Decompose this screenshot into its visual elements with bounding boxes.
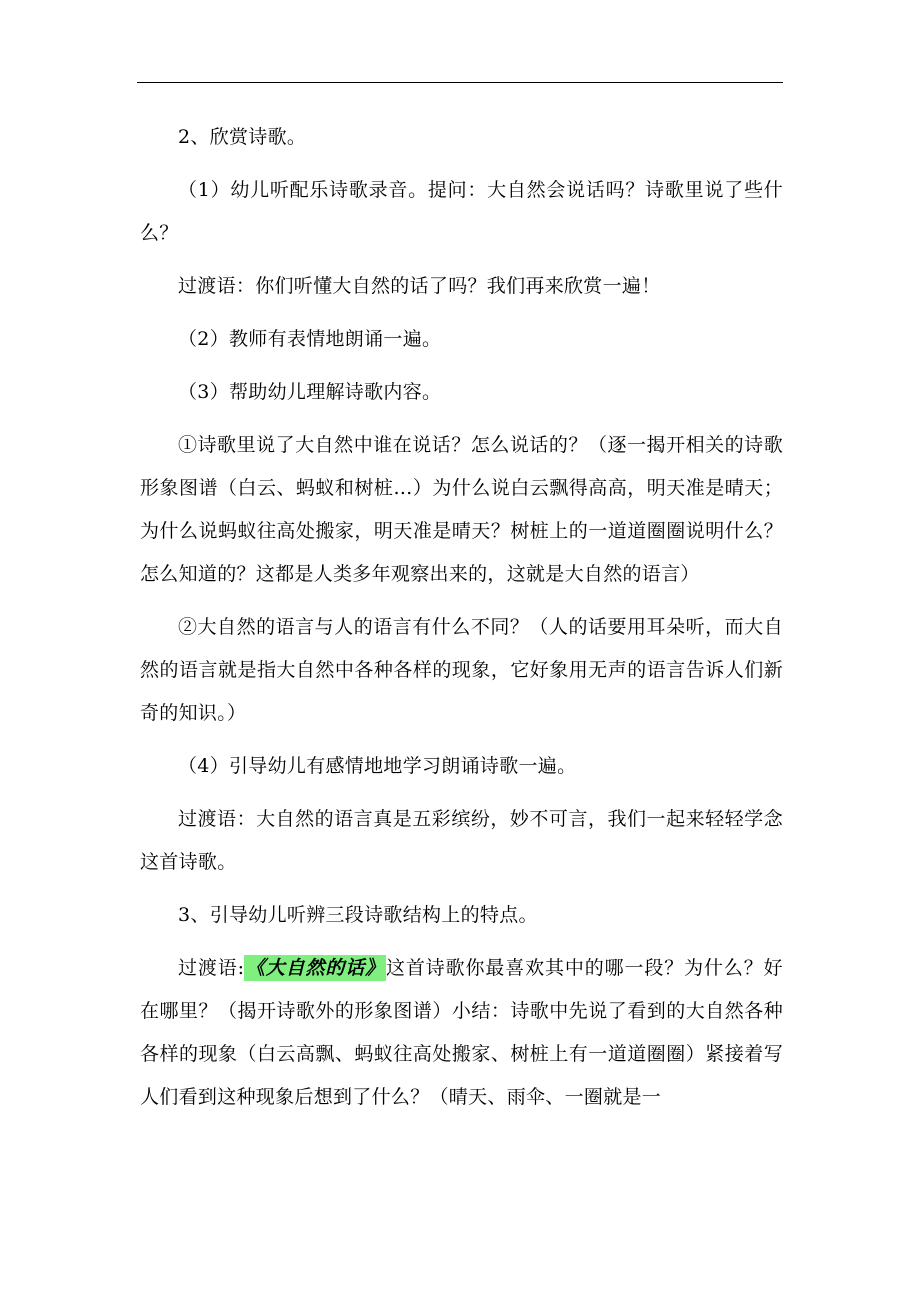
header-rule (137, 82, 783, 83)
paragraph-transition-1: 过渡语：你们听懂大自然的话了吗？我们再来欣赏一遍！ (178, 275, 661, 297)
paragraph-question-1: ①诗歌里说了大自然中谁在说话？怎么说话的？（逐一揭开相关的诗歌形象图谱（白云、蚂蚁和树桩…）为什么说白云飘得高高，明天准是晴天；为什么说蚂蚁往高处搬家，明天准是晴天？树桩上的一道道圈圈说明什么？怎么知道的？这都是人类多年观察出来的，这就是大自然的语言） (140, 434, 783, 585)
paragraph-section-3-heading: 3、引导幼儿听辨三段诗歌结构上的特点。 (178, 904, 538, 926)
paragraph-question-2: ②大自然的语言与人的语言有什么不同？（人的话要用耳朵听，而大自然的语言就是指大自然中各种各样的现象，它好象用无声的语言告诉人们新奇的知识。） (140, 616, 783, 724)
paragraph-step-4: （4）引导幼儿有感情地地学习朗诵诗歌一遍。 (178, 755, 577, 777)
paragraph-transition-3 (140, 947, 783, 1119)
transition-rest: 这首诗歌你最喜欢其中的哪一段？为什么？好在哪里？（揭开诗歌外的形象图谱）小结：诗歌中先说了看到的大自然各种各样的现象（白云高飘、蚂蚁往高处搬家、树桩上有一道道圈圈）紧接着写人们看到这种现象后想到了什么？（晴天、雨伞、一圈就是一 (140, 957, 783, 1108)
paragraph-step-1: （1）幼儿听配乐诗歌录音。提问：大自然会说话吗？诗歌里说了些什么？ (140, 179, 783, 244)
paragraph-step-3: （3）帮助幼儿理解诗歌内容。 (178, 381, 442, 403)
paragraph-transition-2: 过渡语：大自然的语言真是五彩缤纷，妙不可言，我们一起来轻轻学念这首诗歌。 (140, 808, 783, 873)
transition-prefix: 过渡语: (178, 957, 245, 979)
paragraph-section-2-heading: 2、欣赏诗歌。 (178, 126, 307, 148)
document-body (140, 116, 783, 1129)
paragraph-step-2: （2）教师有表情地朗诵一遍。 (178, 328, 442, 350)
highlighted-poem-title: 《大自然的话》 (245, 957, 386, 979)
